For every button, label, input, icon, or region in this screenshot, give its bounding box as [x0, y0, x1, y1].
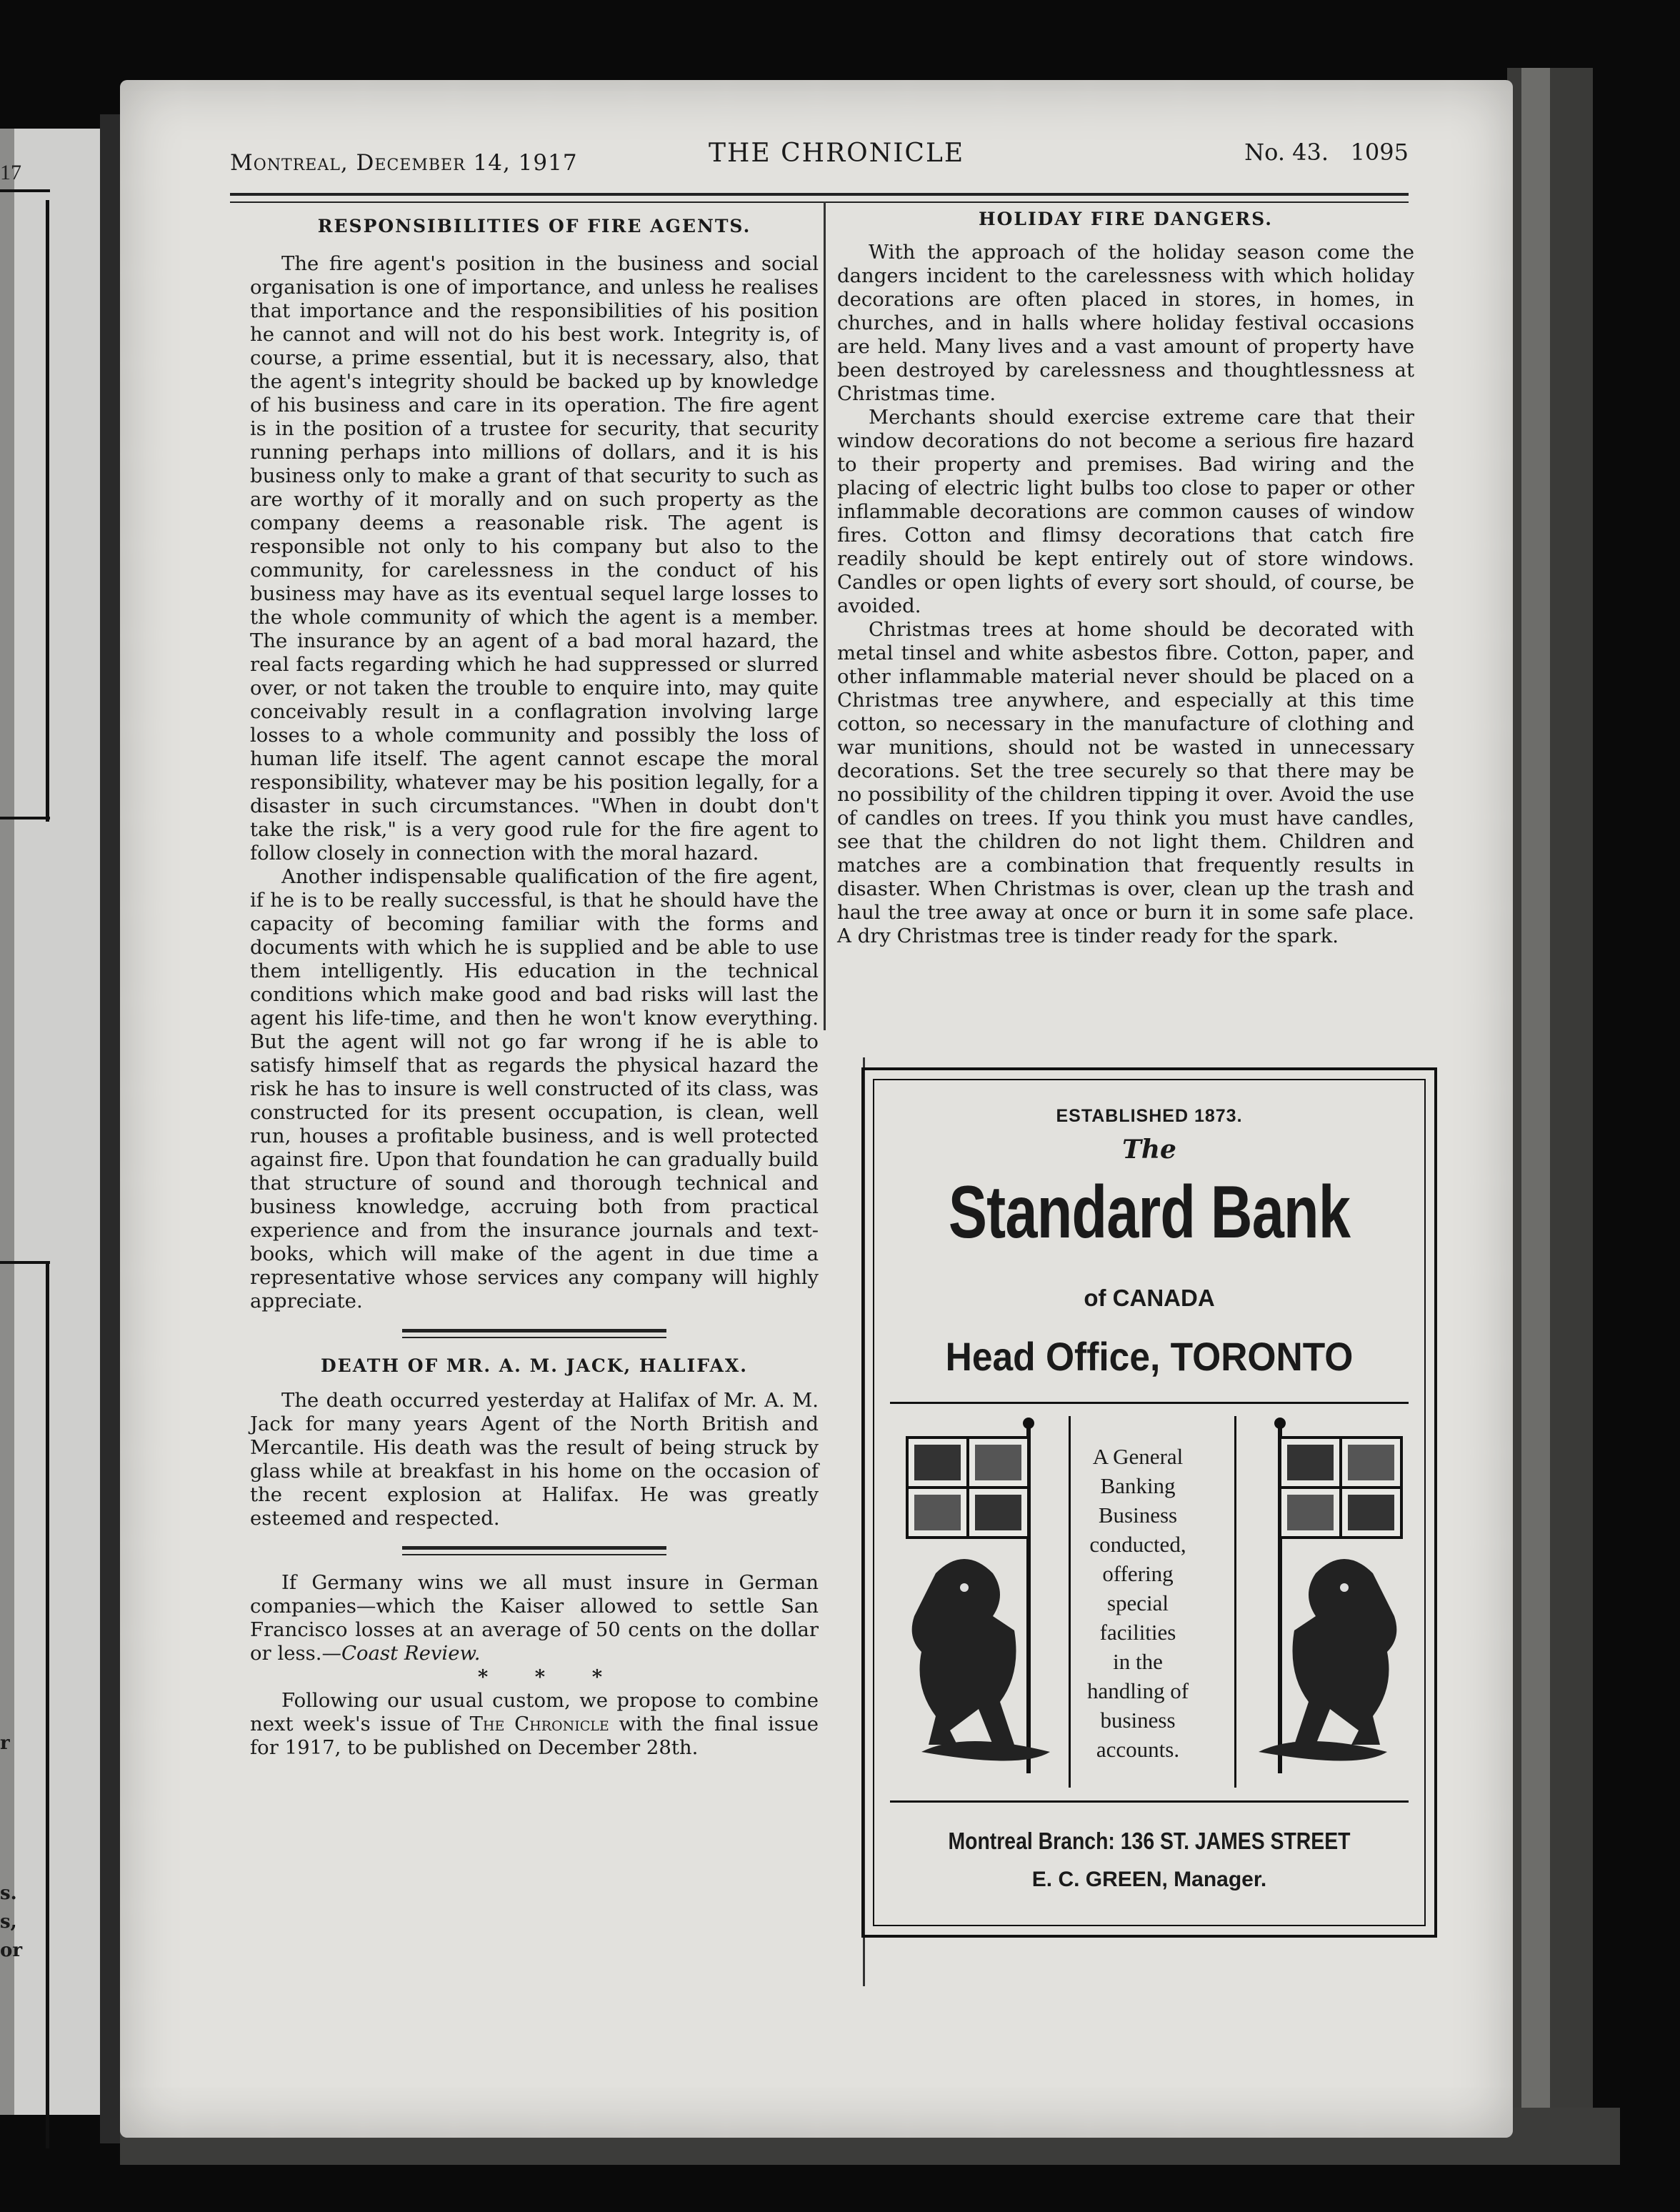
- right-column: [837, 207, 1414, 948]
- ad-services-line: business: [1100, 1708, 1176, 1733]
- article-heading: HOLIDAY FIRE DANGERS.: [978, 209, 1273, 229]
- ad-services-line: Banking: [1100, 1473, 1176, 1498]
- article-paragraph: With the approach of the holiday season come the dangers incident to the carelessness with which holiday decorations are often placed in stores, in homes, in churches, and in halls where holiday festival occasions are held. Many lives and a vast amount of property have been destroyed by carelessness and thoughtlessness at Christmas time.: [837, 241, 1414, 405]
- header-date: Montreal, December 14, 1917: [230, 150, 578, 176]
- bank-advertisement: [861, 1067, 1437, 1938]
- royal-arms-lion-crest-icon: [1244, 1416, 1416, 1795]
- header-rule: [230, 193, 1409, 196]
- header-rule: [230, 201, 1409, 203]
- ad-services-line: facilities: [1099, 1620, 1176, 1645]
- ad-divider: [1234, 1416, 1236, 1788]
- note-text: If Germany wins we all must insure in German companies—which the Kaiser allowed to settle San Francisco losses at an average of 50 cents on the dollar or less.—: [250, 1571, 819, 1665]
- article-paragraph: Merchants should exercise extreme care that their window decorations do not become a serious fire hazard to their property and premises. Bad wiring and the placing of electric light bulbs too close to paper or other inflammable decorations are common causes of window fires. Cotton and flimsy decorations that catch fire readily should be kept entirely out of store windows. Candles or open lights of every sort should, of course, be avoided.: [837, 406, 1414, 617]
- header-issue-page: No. 43. 1095: [1244, 139, 1409, 166]
- article-paragraph: Christmas trees at home should be decorated with metal tinsel and white asbestos fibre. Cotton, paper, and other inflammable material never should be placed on a Christmas tree anywhere, and especially at this time cotton, so necessary in the manufacture of clothing and war munitions, should not be wasted in unnecessary decorations. Set the tree securely so that there may be no possibility of the children tipping it over. Avoid the use of candles on trees. If you think you must have candles, see that the children do not light them. Children and matches are a combination that frequently results in disaster. When Christmas is over, clean up the trash and haul the tree away at once or burn it in some safe place. A dry Christmas tree is tinder ready for the spark.: [837, 618, 1414, 947]
- ad-of-canada: of CANADA: [1084, 1285, 1215, 1311]
- article-paragraph: The death occurred yesterday at Halifax of Mr. A. M. Jack for many years Agent of the North British and Mercantile. His death was the result of being struck by glass while at breakfast in his home on the occasion of the recent explosion at Halifax. He was greatly esteemed and respected.: [250, 1389, 819, 1530]
- left-column: [250, 214, 819, 1760]
- article-heading: RESPONSIBILITIES OF FIRE AGENTS.: [317, 216, 751, 236]
- ad-branch-address: Montreal Branch: 136 ST. JAMES STREET: [948, 1828, 1351, 1854]
- section-stars: * * *: [477, 1665, 623, 1688]
- ad-services-line: conducted,: [1089, 1532, 1186, 1557]
- section-double-rule: [402, 1329, 666, 1338]
- previous-page-letter: r: [0, 1733, 10, 1754]
- ad-services-line: Business: [1098, 1503, 1178, 1528]
- book-cover-edge: [1507, 68, 1593, 2161]
- previous-page-fragment: [0, 132, 93, 2104]
- publication-name: The Chronicle: [469, 1713, 609, 1735]
- ad-the: The: [1122, 1135, 1176, 1165]
- ad-services-line: in the: [1113, 1649, 1163, 1674]
- ad-bank-name: Standard Bank: [948, 1171, 1351, 1254]
- article-paragraph: The fire agent's position in the business and social organisation is one of importance, and unless he realises that importance and the responsibilities of his position he cannot and will not do his best work. Integrity is, of course, a prime essential, but it is necessary, also, that the agent's integrity should be backed up by knowledge of his business and care in its operation. The fire agent is in the position of a trustee for security, that security running perhaps into millions of dollars, and it is his business only to make a grant of that security to such as are worthy of it morally and on such property as the company deems a reasonable risk. The agent is responsible not only to his company but also to the community, for carelessness in the conduct of his business may have as its eventual sequel large losses to the whole community of which the agent is a member. The insurance by an agent of a bad moral hazard, the real facts regarding which he had suppressed or slurred over, or not taken the trouble to enquire into, may quite conceivably result in a conflagration involving large losses to a whole community and possibly the loss of human life itself. The agent cannot escape the moral responsibility, whatever may be his position legally, for a disaster in such circumstances. "When in doubt don't take the risk," is a very good rule for the fire agent to follow closely in connection with the moral hazard.: [250, 252, 819, 865]
- previous-page-letter: s.: [0, 1883, 17, 1904]
- previous-page-number: 17: [0, 161, 21, 184]
- ad-manager: E. C. GREEN, Manager.: [1031, 1868, 1267, 1891]
- previous-page-vertical-rule: [46, 1262, 49, 2148]
- ad-rule: [890, 1402, 1409, 1404]
- ad-services-line: accounts.: [1096, 1737, 1180, 1762]
- note-text: Following our usual custom, we propose to combine next week's issue of: [250, 1689, 819, 1735]
- header-title: THE CHRONICLE: [709, 139, 965, 168]
- previous-page-rule: [0, 1261, 50, 1264]
- note-paragraph: [250, 1571, 819, 1665]
- note-text: with the final issue for 1917, to be published on December 28th.: [250, 1713, 819, 1759]
- ad-services-line: special: [1106, 1590, 1169, 1615]
- ad-services-text: [1077, 1442, 1199, 1764]
- section-double-rule: [402, 1546, 666, 1555]
- previous-page-rule: [0, 817, 50, 819]
- previous-page-rule: [0, 189, 50, 192]
- ad-established: ESTABLISHED 1873.: [1056, 1106, 1243, 1126]
- royal-arms-lion-crest-icon: [893, 1416, 1064, 1795]
- article-heading: DEATH OF MR. A. M. JACK, HALIFAX.: [321, 1355, 748, 1376]
- ad-services-line: handling of: [1086, 1678, 1189, 1703]
- ad-divider: [1069, 1416, 1071, 1788]
- ad-head-office: Head Office, TORONTO: [945, 1334, 1354, 1379]
- previous-page-letter: s,: [0, 1911, 17, 1933]
- page-header: [230, 136, 1409, 179]
- column-divider: [824, 201, 826, 1030]
- article-paragraph: Another indispensable qualification of the fire agent, if he is to be really successful, is that he should have the capacity of becoming familiar with the forms and documents with which he is supplied and be able to use them intelligently. His education in the technical conditions which make good and bad risks will last the agent his life-time, and then he won't know everything. But the agent will not go far wrong if he is able to satisfy himself that as regards the physical hazard the risk he has to insure is well constructed of its class, was constructed for its present occupation, is clean, well run, houses a profitable business, and is well protected against fire. Upon that foundation he can gradually build that structure of sound and thorough technical and business knowledge, accruing both from practical experience and from the insurance journals and text-books, which will make of the agent in due time a representative whose services any company will highly appreciate.: [250, 865, 819, 1312]
- note-source: Coast Review.: [341, 1642, 481, 1665]
- previous-page-letter: or: [0, 1940, 23, 1961]
- previous-page-vertical-rule: [46, 200, 49, 822]
- note-paragraph: [250, 1689, 819, 1760]
- ad-rule: [890, 1800, 1409, 1803]
- ad-services-line: A General: [1092, 1444, 1184, 1469]
- ad-services-line: offering: [1102, 1561, 1174, 1586]
